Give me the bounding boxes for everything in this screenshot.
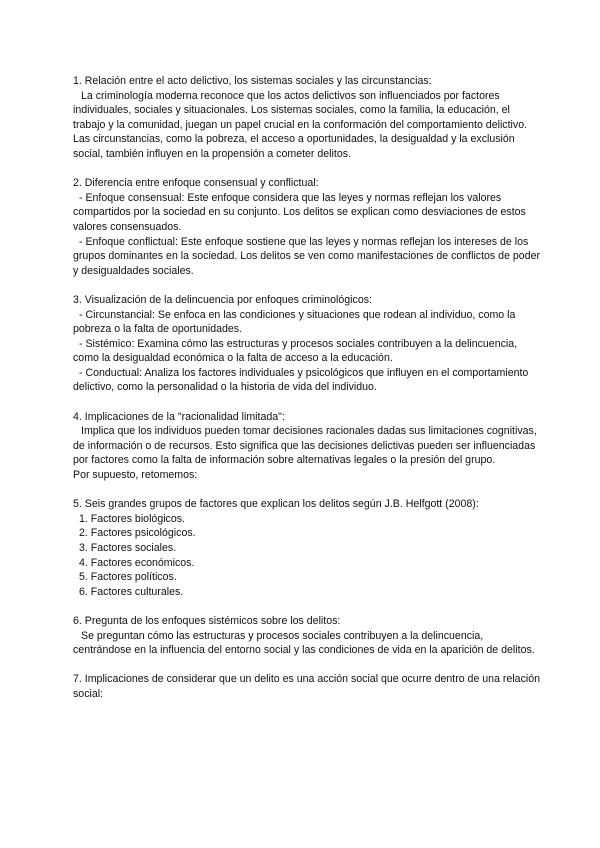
section-2-heading: 2. Diferencia entre enfoque consensual y conflictual: xyxy=(73,177,319,190)
section-6 xyxy=(73,614,540,658)
section-1-heading: 1. Relación entre el acto delictivo, los sistemas sociales y las circunstancias: xyxy=(73,75,432,87)
list-item: 4. Factores económicos. xyxy=(79,556,195,569)
section-6-heading: 6. Pregunta de los enfoques sistémicos sobre los delitos: xyxy=(73,614,341,627)
section-7 xyxy=(73,672,543,701)
section-2 xyxy=(73,176,543,278)
list-item: 5. Factores políticos. xyxy=(79,571,177,584)
section-4-heading: 4. Implicaciones de la "racionalidad limitada": xyxy=(73,410,285,423)
section-3-heading: 3. Visualización de la delincuencia por enfoques criminológicos: xyxy=(73,293,372,306)
section-2-consensual-item: - Enfoque consensual: Este enfoque considera que las leyes y normas reflejan los valores compartidos por la sociedad en su conjunto. Los delitos se explican como desviaciones de estos valores consensuados. xyxy=(73,191,529,233)
section-4-paragraph: Implica que los individuos pueden tomar decisiones racionales dadas sus limitaciones cognitivas, de información o de recursos. Esto significa que las decisiones delictivas pueden ser influenciadas por factores como la falta de información sobre alternativas legales o la presión del grupo. xyxy=(73,425,540,467)
section-7-heading: 7. Implicaciones de considerar que un delito es una acción social que ocurre dentro de una relación social: xyxy=(73,673,543,700)
section-4-note: Por supuesto, retomemos: xyxy=(73,469,198,482)
list-item: 6. Factores culturales. xyxy=(79,585,184,598)
section-5-heading: 5. Seis grandes grupos de factores que explican los delitos según J.B. Helfgott (2008): xyxy=(73,498,479,511)
list-item: 2. Factores psicológicos. xyxy=(79,527,196,540)
section-1-paragraph: La criminología moderna reconoce que los actos delictivos son influenciados por factores individuales, sociales y situacionales. Los sistemas sociales, como la familia, la educación, el trabajo y la comunidad, juegan un papel crucial en la conformación del comportamiento delictivo. Las circunstancias, como la pobreza, el acceso a oportunidades, la desigualdad y la exclusión social, también influyen en la propensión a cometer delitos. xyxy=(73,89,530,160)
section-3-circunstancial-item: - Circunstancial: Se enfoca en las condiciones y situaciones que rodean al individuo, como la pobreza o la falta de oportunidades. xyxy=(73,308,519,336)
section-3-conductual-item: - Conductual: Analiza los factores individuales y psicológicos que influyen en el comportamiento delictivo, como la personalidad o la historia de vida del individuo. xyxy=(73,366,532,394)
list-item: 3. Factores sociales. xyxy=(79,542,177,554)
section-4 xyxy=(73,410,540,483)
section-2-conflictual-item: - Enfoque conflictual: Este enfoque sostiene que las leyes y normas reflejan los intereses de los grupos dominantes en la sociedad. Los delitos se ven como manifestaciones de conflictos de poder y desigualdades sociales. xyxy=(73,235,543,277)
section-6-paragraph: Se preguntan cómo las estructuras y procesos sociales contribuyen a la delincuencia, centrándose en la influencia del entorno social y las condiciones de vida en la aparición de delitos. xyxy=(73,629,535,657)
section-3 xyxy=(73,293,540,395)
section-1 xyxy=(73,74,540,162)
section-5 xyxy=(73,497,540,599)
list-item: 1. Factores biológicos. xyxy=(79,512,185,525)
section-3-sistemico-item: - Sistémico: Examina cómo las estructuras y procesos sociales contribuyen a la delincuencia, como la desigualdad económica o la falta de acceso a la educación. xyxy=(73,337,521,365)
